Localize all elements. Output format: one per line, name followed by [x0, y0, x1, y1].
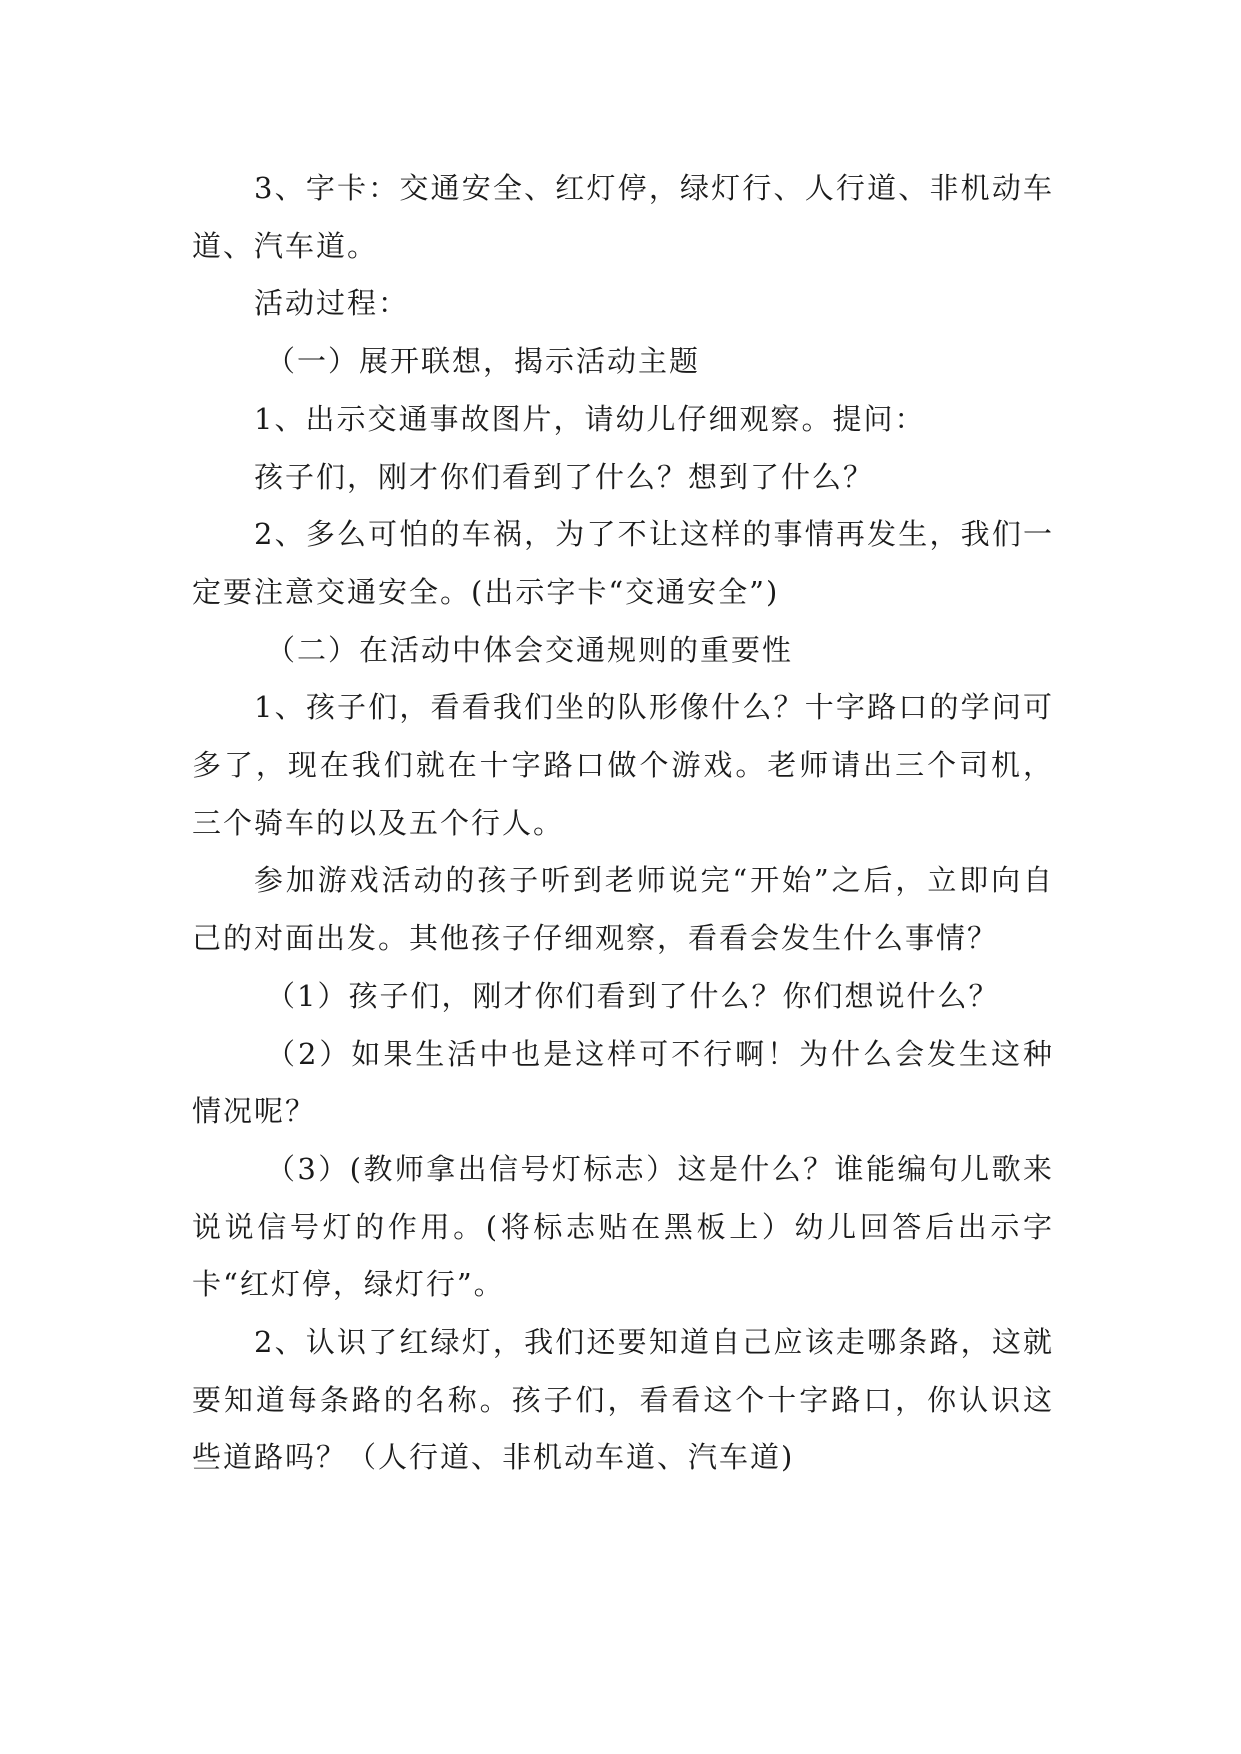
- paragraph-question: 孩子们，刚才你们看到了什么？想到了什么？: [254, 459, 875, 494]
- paragraph-game-instructions: 参加游戏活动的孩子听到老师说完“开始”之后，立即向自己的对面出发。其他孩子仔细观察，看看会发生什么事情？: [192, 863, 1054, 956]
- paragraph-materials-word-cards: 3、字卡：交通安全、红灯停，绿灯行、人行道、非机动车道、汽车道。: [192, 171, 1054, 263]
- document-body: [192, 160, 1054, 1487]
- paragraph-question-3: （3）(教师拿出信号灯标志）这是什么？谁能编句儿歌来说说信号灯的作用。(将标志贴在黑板上）幼儿回答后出示字卡“红灯停，绿灯行”。: [192, 1151, 1054, 1302]
- paragraph-step-2-road-names: 2、认识了红绿灯，我们还要知道自己应该走哪条路，这就要知道每条路的名称。孩子们，看看这个十字路口，你认识这些道路吗？（人行道、非机动车道、汽车道): [192, 1325, 1054, 1475]
- paragraph-step-1-show-pictures: 1、出示交通事故图片，请幼儿仔细观察。提问：: [254, 401, 926, 436]
- paragraph-activity-process-heading: 活动过程：: [254, 286, 410, 321]
- paragraph-step-1-crossroad-game: 1、孩子们，看看我们坐的队形像什么？十字路口的学问可多了，现在我们就在十字路口做个游戏。老师请出三个司机，三个骑车的以及五个行人。: [192, 690, 1054, 840]
- paragraph-question-2: （2）如果生活中也是这样可不行啊！为什么会发生这种情况呢？: [192, 1036, 1054, 1129]
- paragraph-section-one-heading: （一）展开联想，揭示活动主题: [266, 344, 701, 379]
- paragraph-section-two-heading: （二）在活动中体会交通规则的重要性: [266, 632, 794, 667]
- paragraph-question-1: （1）孩子们，刚才你们看到了什么？你们想说什么？: [266, 978, 1000, 1013]
- paragraph-step-2-traffic-safety: 2、多么可怕的车祸，为了不让这样的事情再发生，我们一定要注意交通安全。(出示字卡“交通安全”): [192, 517, 1054, 609]
